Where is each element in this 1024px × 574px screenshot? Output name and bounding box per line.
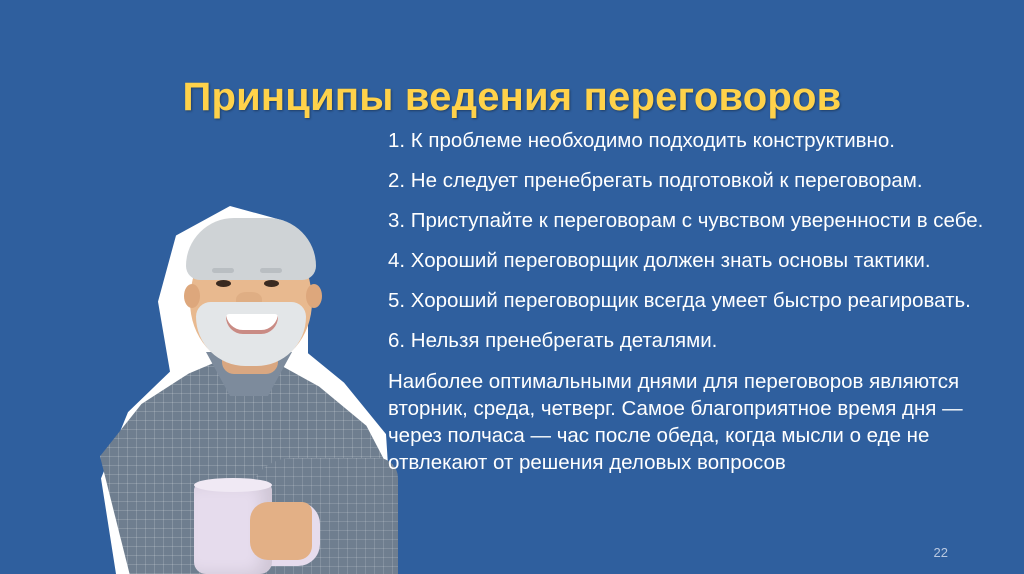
- mug-rim-shape: [194, 478, 272, 492]
- list-item: 1. К проблеме необходимо подходить конструктивно.: [388, 129, 895, 152]
- list-item: 3. Приступайте к переговорам с чувством уверенности в себе.: [388, 209, 984, 232]
- smile-shape: [226, 314, 278, 334]
- closing-paragraph: Наиболее оптимальными днями для переговоров являются вторник, среда, четверг. Самое благоприятное время дня — через полчаса — час после обеда, когда мысли о еде не отвлекают от решения деловых вопросов: [388, 370, 963, 474]
- list-item: 5. Хороший переговорщик всегда умеет быстро реагировать.: [388, 289, 971, 312]
- eyebrow-right-shape: [260, 268, 282, 273]
- page-title: Принципы ведения переговоров: [182, 74, 842, 119]
- list-item: 6. Нельзя пренебрегать деталями.: [388, 329, 718, 352]
- list-item: 4. Хороший переговорщик должен знать основы тактики.: [388, 249, 931, 272]
- eye-right-shape: [264, 280, 279, 287]
- ear-right-shape: [306, 284, 322, 308]
- hand-shape: [250, 502, 312, 560]
- page-number: 22: [933, 545, 948, 560]
- eye-left-shape: [216, 280, 231, 287]
- eyebrow-left-shape: [212, 268, 234, 273]
- photo-elderly-man-with-mug: [98, 206, 398, 574]
- content-list: [388, 128, 1006, 476]
- ear-left-shape: [184, 284, 200, 308]
- hair-shape: [186, 218, 316, 280]
- list-item: 2. Не следует пренебрегать подготовкой к переговорам.: [388, 169, 923, 192]
